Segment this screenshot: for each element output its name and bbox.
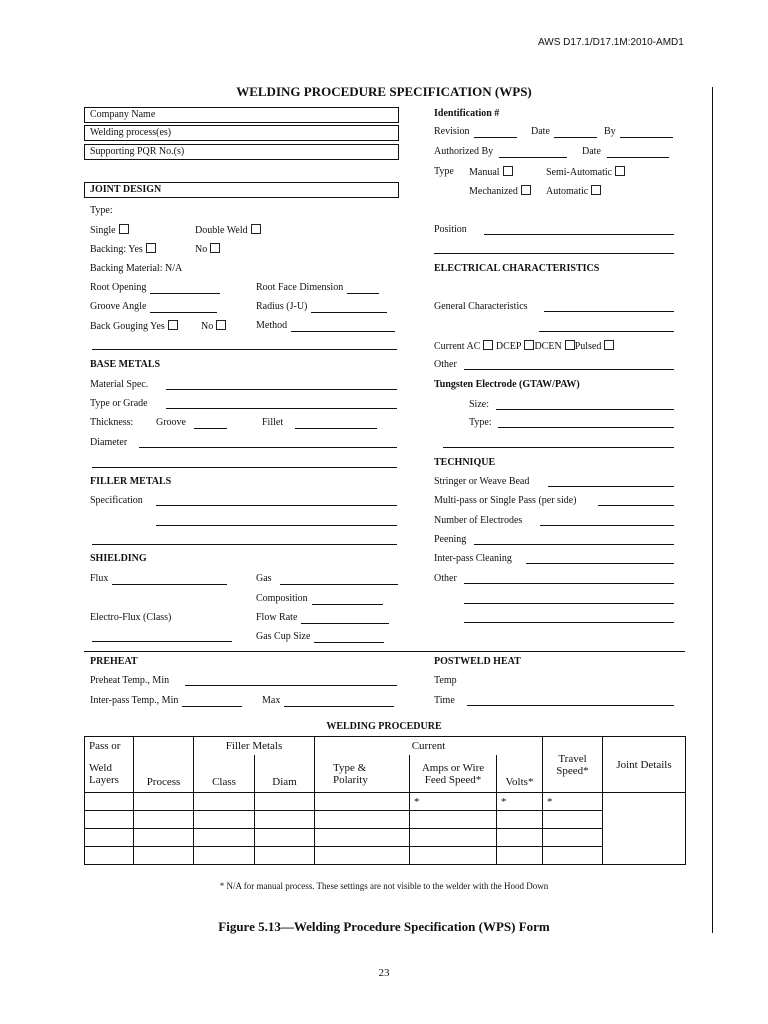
welding-process-label: Welding process(es) — [90, 127, 172, 138]
welding-procedure-table — [84, 736, 686, 865]
fillet-thickness-field[interactable] — [262, 417, 377, 429]
type-grade-label: Type or Grade — [90, 398, 148, 409]
diam-header: Diam — [255, 755, 315, 793]
postweld-temp-label: Temp — [434, 675, 457, 686]
class-header: Class — [194, 755, 255, 793]
method-field[interactable] — [256, 320, 395, 332]
method-label: Method — [256, 320, 288, 331]
tungsten-heading: Tungsten Electrode (GTAW/PAW) — [434, 379, 580, 390]
volts-asterisk[interactable]: * — [497, 793, 543, 811]
process-header: Process — [134, 755, 194, 793]
back-gouging-yes-label: Back Gouging Yes — [90, 321, 165, 332]
single-checkbox[interactable] — [119, 224, 129, 234]
backing-yes-option[interactable] — [90, 243, 156, 256]
tungsten-type-label: Type: — [469, 417, 492, 428]
preheat-heading: PREHEAT — [90, 656, 138, 667]
material-spec-label: Material Spec. — [90, 379, 149, 390]
shielding-heading: SHIELDING — [90, 553, 147, 564]
welding-process-field[interactable] — [84, 125, 399, 141]
technique-other-label: Other — [434, 573, 457, 584]
general-characteristics-label: General Characteristics — [434, 301, 528, 312]
fillet-label: Fillet — [262, 417, 284, 428]
identification-label: Identification # — [434, 108, 500, 119]
company-name-label: Company Name — [90, 109, 156, 120]
supporting-pqr-field[interactable] — [84, 144, 399, 160]
current-options — [434, 340, 614, 353]
base-metals-heading: BASE METALS — [90, 359, 161, 370]
pass-or-header: Pass or — [85, 737, 134, 756]
electrical-heading: ELECTRICAL CHARACTERISTICS — [434, 263, 600, 274]
postweld-time-label: Time — [434, 695, 455, 706]
interpass-temp-field[interactable] — [90, 695, 242, 707]
groove-angle-field[interactable] — [90, 301, 217, 313]
semi-automatic-checkbox[interactable] — [615, 166, 625, 176]
root-opening-label: Root Opening — [90, 282, 147, 293]
joint-design-heading: JOINT DESIGN — [90, 184, 162, 195]
electro-flux-label: Electro-Flux (Class) — [90, 612, 172, 623]
authorized-date-field[interactable] — [582, 146, 669, 158]
peening-field[interactable] — [474, 544, 674, 545]
interpass-temp-label: Inter-pass Temp., Min — [90, 695, 179, 706]
composition-field[interactable] — [256, 593, 383, 605]
position-field[interactable] — [484, 234, 674, 235]
multi-pass-label: Multi-pass or Single Pass (per side) — [434, 495, 577, 506]
manual-option[interactable] — [469, 166, 513, 179]
single-label: Single — [90, 225, 116, 236]
semi-automatic-label: Semi-Automatic — [546, 167, 613, 178]
electrical-other-label: Other — [434, 359, 457, 370]
dcen-checkbox[interactable] — [565, 340, 575, 350]
base-metals-blank-line[interactable] — [92, 467, 397, 468]
amps-wire-feed-header: Amps or Wire Feed Speed* — [410, 755, 497, 793]
current-ac-label: Current AC — [434, 341, 481, 352]
backing-no-option[interactable] — [195, 243, 220, 256]
figure-caption: Figure 5.13—Welding Procedure Specification (WPS) Form — [218, 919, 550, 934]
root-face-label: Root Face Dimension — [256, 282, 344, 293]
table-row — [85, 847, 686, 865]
double-weld-label: Double Weld — [195, 225, 248, 236]
diameter-label: Diameter — [90, 437, 128, 448]
tungsten-size-field[interactable] — [496, 409, 674, 410]
section-divider — [84, 651, 685, 652]
composition-label: Composition — [256, 593, 308, 604]
joint-type-label: Type: — [90, 205, 113, 216]
electrical-other-field[interactable] — [464, 369, 674, 370]
table-row — [85, 811, 686, 829]
travel-asterisk[interactable]: * — [543, 793, 603, 811]
tungsten-type-field[interactable] — [498, 427, 674, 428]
dcen-label: DCEN — [534, 341, 562, 352]
position-field-2[interactable] — [434, 253, 674, 254]
position-label: Position — [434, 224, 467, 235]
stringer-weave-field[interactable] — [548, 486, 674, 487]
root-face-field[interactable] — [256, 282, 379, 294]
automatic-label: Automatic — [546, 186, 589, 197]
general-characteristics-field[interactable] — [544, 311, 674, 312]
root-opening-field[interactable] — [90, 282, 220, 294]
table-row — [85, 829, 686, 847]
joint-details-header: Joint Details — [603, 737, 686, 793]
single-option[interactable] — [90, 224, 129, 237]
page-number: 23 — [378, 967, 390, 979]
flow-rate-label: Flow Rate — [256, 612, 298, 623]
backing-no-label: No — [195, 244, 208, 255]
number-of-electrodes-field[interactable] — [540, 525, 674, 526]
back-gouging-yes-checkbox[interactable] — [168, 320, 178, 330]
process-type-label: Type — [434, 166, 454, 177]
technique-heading: TECHNIQUE — [434, 457, 496, 468]
joint-design-blank-line[interactable] — [92, 349, 397, 350]
stringer-weave-label: Stringer or Weave Bead — [434, 476, 530, 487]
company-name-field[interactable] — [84, 107, 399, 123]
back-gouging-no-label: No — [201, 321, 214, 332]
joint-details-cell[interactable] — [603, 793, 686, 865]
number-of-electrodes-label: Number of Electrodes — [434, 515, 523, 526]
amps-asterisk[interactable]: * — [410, 793, 497, 811]
authorized-by-field[interactable] — [434, 146, 567, 158]
preheat-temp-field[interactable] — [185, 685, 397, 686]
table-row — [85, 793, 686, 811]
table-footnote: * N/A for manual process. These settings are not visible to the welder with the Hood Down — [219, 881, 549, 891]
backing-no-checkbox[interactable] — [210, 243, 220, 253]
revision-date-field[interactable] — [531, 126, 597, 138]
supporting-pqr-label: Supporting PQR No.(s) — [90, 146, 185, 157]
multi-pass-field[interactable] — [598, 505, 674, 506]
document-reference: AWS D17.1/D17.1M:2010-AMD1 — [538, 37, 684, 48]
authorized-date-label: Date — [582, 146, 601, 157]
dcep-label: DCEP — [495, 341, 522, 352]
gas-label: Gas — [256, 573, 272, 584]
technique-other-field[interactable] — [464, 583, 674, 584]
welding-procedure-heading: WELDING PROCEDURE — [326, 721, 442, 732]
pulsed-label: Pulsed — [574, 341, 602, 352]
gas-field[interactable] — [256, 573, 398, 585]
preheat-temp-label: Preheat Temp., Min — [90, 675, 170, 686]
mechanized-option[interactable] — [469, 185, 531, 198]
filler-metals-heading: FILLER METALS — [90, 476, 172, 487]
back-gouging-yes-option[interactable] — [90, 320, 178, 333]
travel-speed-header: Travel Speed* — [543, 737, 603, 793]
back-gouging-no-checkbox[interactable] — [216, 320, 226, 330]
gas-cup-size-field[interactable] — [256, 631, 384, 643]
type-grade-field[interactable] — [166, 408, 397, 409]
revision-field[interactable] — [434, 126, 517, 138]
max-label: Max — [262, 695, 281, 706]
tungsten-blank-line[interactable] — [443, 447, 674, 448]
mechanized-label: Mechanized — [469, 186, 518, 197]
table-header-row — [85, 737, 686, 756]
current-header: Current — [315, 737, 543, 756]
margin-rule — [712, 87, 713, 933]
revision-by-field[interactable] — [604, 126, 673, 138]
ac-checkbox[interactable] — [483, 340, 493, 350]
manual-label: Manual — [469, 167, 500, 178]
volts-header: Volts* — [497, 755, 543, 793]
joint-design-heading-box — [84, 182, 399, 198]
double-weld-option[interactable] — [195, 224, 261, 237]
double-weld-checkbox[interactable] — [251, 224, 261, 234]
flow-rate-field[interactable] — [256, 612, 389, 624]
material-spec-field[interactable] — [166, 389, 397, 390]
specification-field-2[interactable] — [156, 525, 397, 526]
radius-field[interactable] — [256, 301, 387, 313]
revision-label: Revision — [434, 126, 470, 137]
specification-field[interactable] — [156, 505, 397, 506]
gas-cup-size-label: Gas Cup Size — [256, 631, 311, 642]
revision-date-label: Date — [531, 126, 550, 137]
flux-label: Flux — [90, 573, 109, 584]
automatic-option[interactable] — [546, 185, 601, 198]
semi-automatic-option[interactable] — [546, 166, 625, 179]
filler-metals-header: Filler Metals — [194, 737, 315, 756]
mechanized-checkbox[interactable] — [521, 185, 531, 195]
technique-other-field-3[interactable] — [464, 622, 674, 623]
revision-by-label: By — [604, 126, 616, 137]
backing-yes-checkbox[interactable] — [146, 243, 156, 253]
diameter-field[interactable] — [139, 447, 397, 448]
back-gouging-no-option[interactable] — [201, 320, 226, 333]
peening-label: Peening — [434, 534, 467, 545]
technique-other-field-2[interactable] — [464, 603, 674, 604]
dcep-checkbox[interactable] — [524, 340, 534, 350]
interpass-cleaning-label: Inter-pass Cleaning — [434, 553, 512, 564]
radius-label: Radius (J-U) — [256, 301, 308, 312]
backing-material: Backing Material: N/A — [90, 263, 183, 274]
authorized-by-label: Authorized By — [434, 146, 494, 157]
interpass-cleaning-field[interactable] — [526, 563, 674, 564]
groove-thickness-field[interactable] — [156, 417, 227, 429]
automatic-checkbox[interactable] — [591, 185, 601, 195]
postweld-time-field[interactable] — [467, 705, 674, 706]
postweld-heat-heading: POSTWELD HEAT — [434, 656, 521, 667]
thickness-label: Thickness: — [90, 417, 134, 428]
tungsten-size-label: Size: — [469, 399, 489, 410]
electro-flux-field[interactable] — [92, 641, 232, 642]
specification-label: Specification — [90, 495, 143, 506]
weld-layers-header: Weld Layers — [85, 755, 134, 793]
interpass-max-field[interactable] — [262, 695, 394, 707]
type-polarity-header: Type & Polarity — [315, 755, 410, 793]
groove-angle-label: Groove Angle — [90, 301, 147, 312]
manual-checkbox[interactable] — [503, 166, 513, 176]
pulsed-checkbox[interactable] — [604, 340, 614, 350]
form-title: WELDING PROCEDURE SPECIFICATION (WPS) — [236, 84, 532, 99]
general-characteristics-field-2[interactable] — [539, 331, 674, 332]
backing-yes-label: Backing: Yes — [90, 244, 143, 255]
groove-label: Groove — [156, 417, 186, 428]
filler-metals-blank-line[interactable] — [92, 544, 397, 545]
flux-field[interactable] — [90, 573, 227, 585]
